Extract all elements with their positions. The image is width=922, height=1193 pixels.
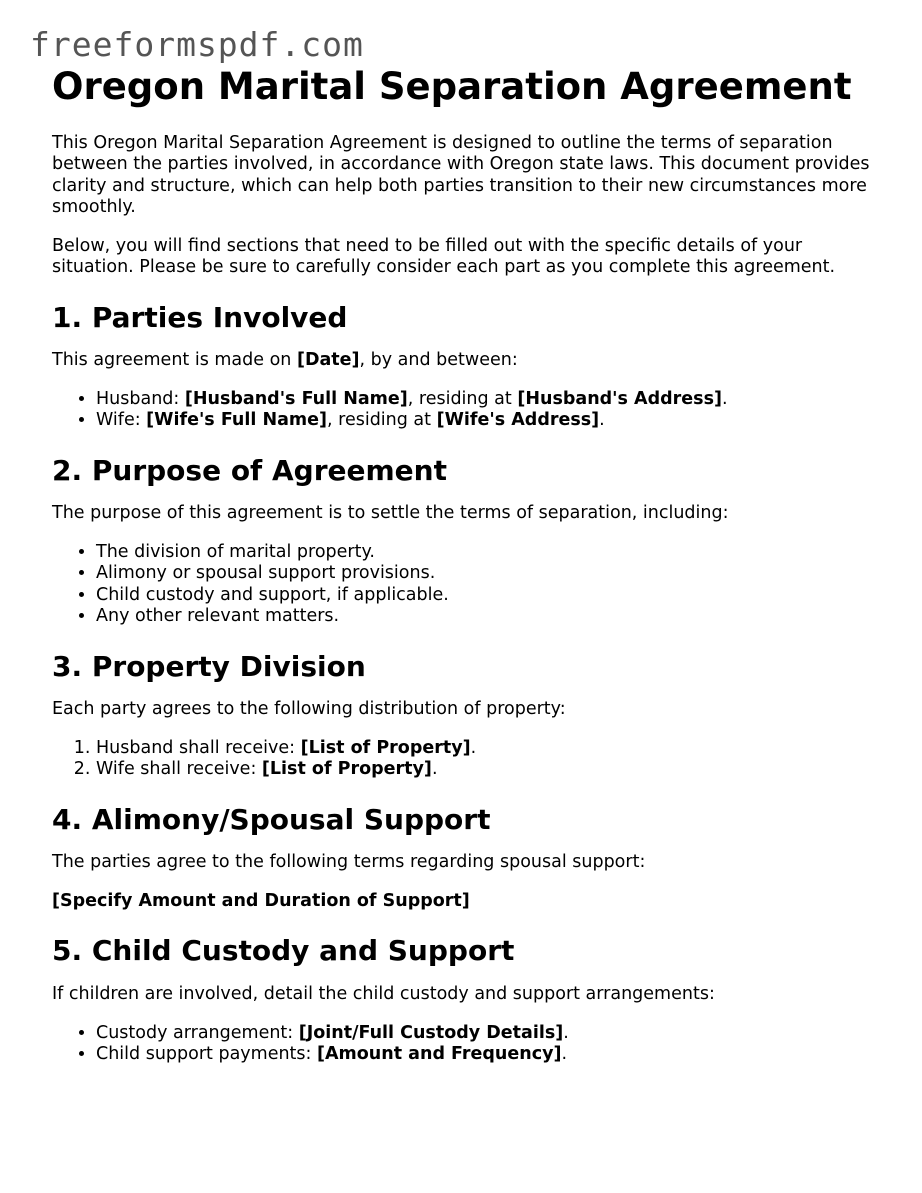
section-heading-parties: 1. Parties Involved [52, 300, 348, 334]
property-list [52, 738, 872, 781]
list-item-husband: • Husband: [Husband's Full Name], residing at [Husband's Address]. [96, 389, 872, 411]
husband-address-field: [Husband's Address] [517, 388, 722, 409]
alimony-field-paragraph [52, 891, 872, 913]
purpose-lead: The purpose of this agreement is to settle the terms of separation, including: [52, 503, 729, 524]
list-item: 2. Wife shall receive: [List of Property]. [96, 759, 872, 781]
property-field: [List of Property] [300, 737, 471, 758]
custody-field: [Joint/Full Custody Details] [298, 1022, 564, 1043]
list-item: • The division of marital property. [96, 542, 872, 564]
section-heading-alimony: 4. Alimony/Spousal Support [52, 802, 491, 836]
husband-name-field: [Husband's Full Name] [184, 388, 408, 409]
list-item: 1. Husband shall receive: [List of Property]. [96, 738, 872, 760]
section-heading-custody: 5. Child Custody and Support [52, 934, 515, 968]
intro-paragraph-1: This Oregon Marital Separation Agreement is designed to outline the terms of separation between the parties involved, in accordance with Oregon state laws. This document provides clarity and structure, which can help both parties transition to their new circumstances more smoothly. [52, 132, 870, 218]
list-item-wife: • Wife: [Wife's Full Name], residing at [Wife's Address]. [96, 410, 872, 432]
document-body [52, 66, 872, 1082]
parties-lead: This agreement is made on [Date], by and between: [52, 350, 518, 371]
wife-name-field: [Wife's Full Name] [146, 410, 328, 431]
custody-lead: If children are involved, detail the child custody and support arrangements: [52, 984, 715, 1005]
page-title: Oregon Marital Separation Agreement [52, 65, 852, 108]
purpose-list [52, 542, 872, 628]
list-item: • Child custody and support, if applicable. [96, 585, 872, 607]
section-heading-purpose: 2. Purpose of Agreement [52, 453, 447, 487]
child-support-field: [Amount and Frequency] [317, 1044, 562, 1065]
list-item: • Child support payments: [Amount and Frequency]. [96, 1044, 872, 1066]
date-field: [Date] [296, 350, 360, 371]
property-field: [List of Property] [261, 759, 432, 780]
support-field: [Specify Amount and Duration of Support] [52, 890, 470, 911]
wife-address-field: [Wife's Address] [436, 410, 600, 431]
watermark: freeformspdf.com [30, 25, 364, 64]
parties-list [52, 389, 872, 432]
alimony-lead: The parties agree to the following terms regarding spousal support: [52, 852, 646, 873]
custody-list [52, 1023, 872, 1066]
list-item: • Any other relevant matters. [96, 606, 872, 628]
list-item: • Alimony or spousal support provisions. [96, 563, 872, 585]
intro-paragraph-2: Below, you will find sections that need to be filled out with the specific details of your situation. Please be sure to carefully consider each part as you complete this agreement. [52, 235, 836, 278]
list-item: • Custody arrangement: [Joint/Full Custody Details]. [96, 1023, 872, 1045]
property-lead: Each party agrees to the following distribution of property: [52, 699, 566, 720]
section-heading-property: 3. Property Division [52, 649, 366, 683]
